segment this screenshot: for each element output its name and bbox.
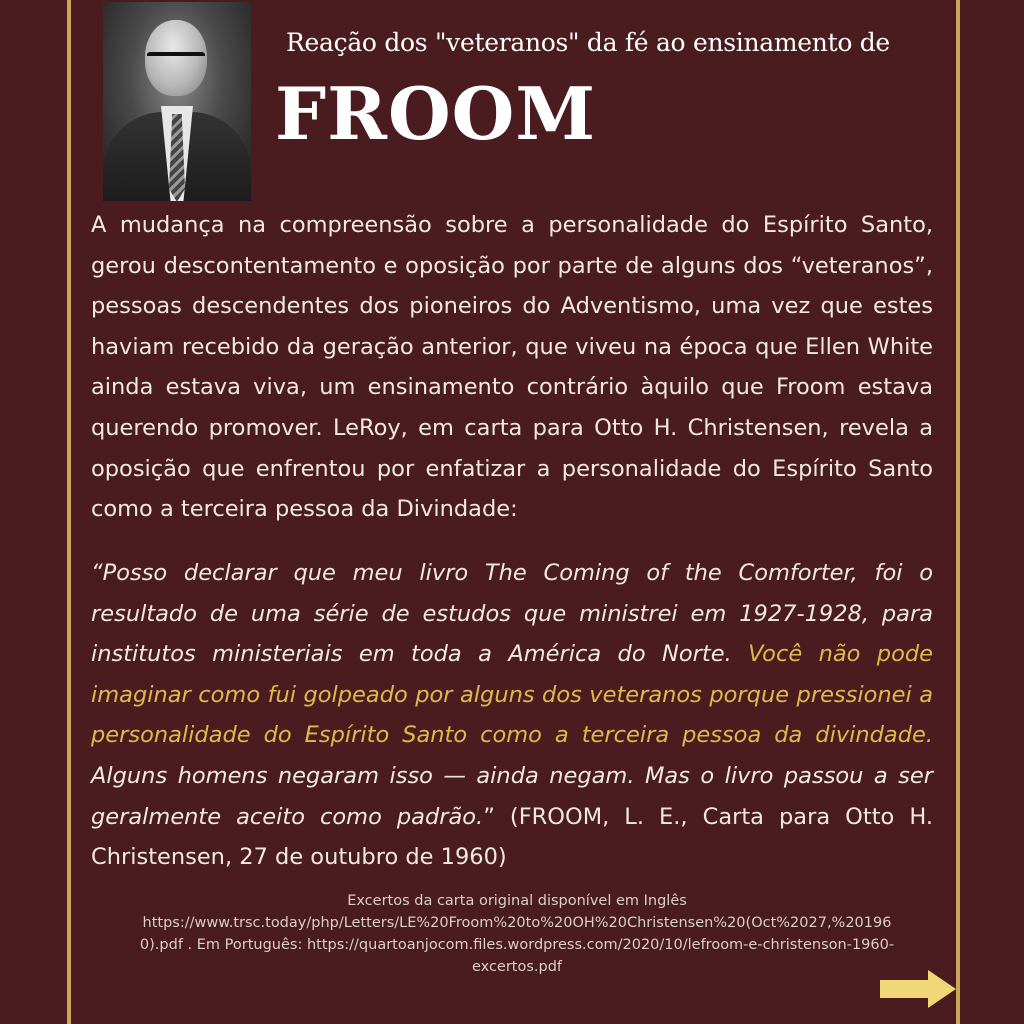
right-border-line: [956, 0, 960, 1024]
footnote: [96, 890, 938, 978]
quote-highlight: Você não pode imaginar como fui golpeado por alguns dos veteranos porque pressionei a personalidade do Espírito Santo como a terceira pessoa da divindade.: [91, 641, 933, 749]
page-title: FROOM: [275, 71, 597, 156]
page-subtitle: Reação dos "veteranos" da fé ao ensinamento de: [286, 28, 890, 57]
quote-citation: ” (FROOM, L. E., Carta para Otto H. Christensen, 27 de outubro de 1960): [91, 803, 934, 871]
author-photo: [103, 2, 251, 201]
quote-text-part2: Alguns homens negaram isso — ainda negam. Mas o livro passou a ser geralmente aceito como padrão.: [91, 762, 933, 830]
left-border-line: [67, 0, 71, 1024]
body-paragraph: A mudança na compreensão sobre a personalidade do Espírito Santo, gerou descontentamento e oposição por parte de alguns dos “veteranos”, pessoas descendentes dos pioneiros do Adventismo, uma vez que estes haviam recebido da geração anterior, que viveu na época que Ellen White ainda estava viva, um ensinamento contrário àquilo que Froom estava querendo promover. LeRoy, em carta para Otto H. Christensen, revela a oposição que enfrentou por enfatizar a personalidade do Espírito Santo como a terceira pessoa da Divindade:: [91, 212, 933, 523]
footnote-line-1: Excertos da carta original disponível em Inglês: [347, 893, 687, 909]
arrow-right-icon[interactable]: [880, 970, 956, 1008]
footnote-line-4: excertos.pdf: [471, 959, 563, 975]
footnote-line-3: 0).pdf . Em Português: https://quartoanjocom.files.wordpress.com/2020/10/lefroom-e-christenson-1960-: [139, 937, 895, 953]
quote-text-part1: “Posso declarar que meu livro The Coming of the Comforter, foi o resultado de uma série de estudos que ministrei em 1927-1928, para institutos ministeriais em toda a América do Norte.: [91, 560, 933, 668]
quote-block: [91, 553, 933, 878]
footnote-line-2: https://www.trsc.today/php/Letters/LE%20Froom%20to%20OH%20Christensen%20(Oct%2027,%20196: [142, 915, 892, 931]
